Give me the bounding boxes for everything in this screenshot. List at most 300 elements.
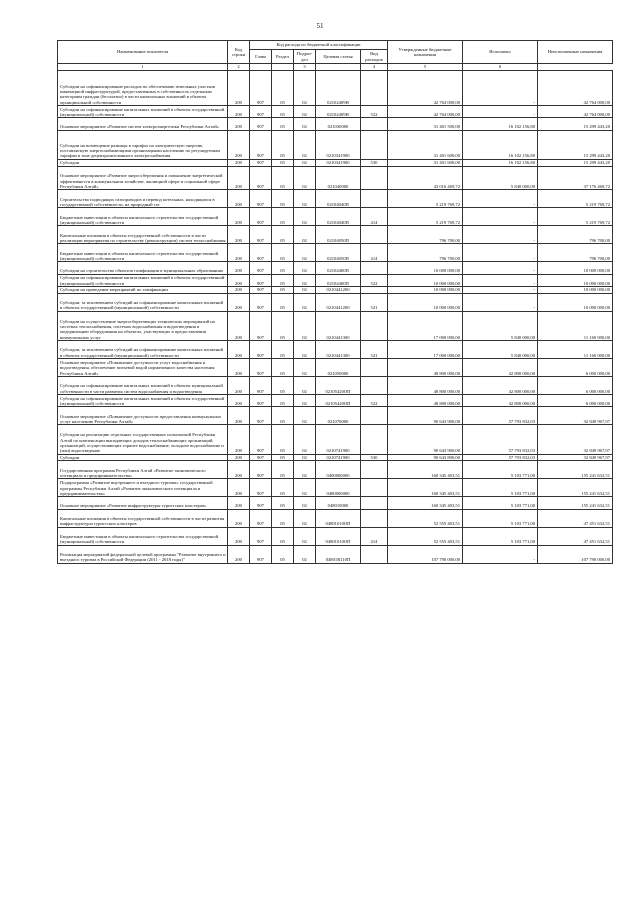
row-razdel: 05 (272, 226, 294, 244)
row-glava: 907 (250, 226, 272, 244)
row-executed: - (463, 244, 538, 262)
row-expense-type (361, 407, 388, 425)
row-expense-type: 414 (361, 244, 388, 262)
row-razdel: 05 (272, 545, 294, 563)
row-approved: 43 016 469,72 (388, 166, 463, 190)
row-unexecuted: 10 000 000,00 (538, 274, 613, 286)
row-name: Основное мероприятие «Повышение доступности предоставления коммунальных услуг населению Республики Алтай» (58, 407, 228, 425)
row-glava: 907 (250, 527, 272, 545)
row-podrazdel: 02 (294, 71, 316, 106)
row-expense-type: 521 (361, 293, 388, 311)
row-podrazdel: 02 (294, 545, 316, 563)
row-name: Бюджетные инвестиции в объекты капитального строительства государственной (муниципальной) собственности (58, 244, 228, 262)
row-target-article: 0400000000 (316, 461, 361, 479)
budget-execution-table (57, 40, 613, 564)
table-row (58, 130, 613, 159)
row-unexecuted: 6 000 000,00 (538, 358, 613, 376)
row-expense-type (361, 262, 388, 274)
row-code: 200 (228, 394, 250, 406)
row-unexecuted: 47 451 632,51 (538, 509, 613, 527)
row-executed: - (463, 226, 538, 244)
row-name: Субсидии (58, 159, 228, 166)
row-approved: 17 000 000,00 (388, 340, 463, 358)
row-unexecuted: 32 849 967,97 (538, 425, 613, 454)
row-code: 200 (228, 190, 250, 208)
row-executed: 5 840 000,00 (463, 340, 538, 358)
row-approved: 48 800 000,00 (388, 376, 463, 394)
row-razdel: 05 (272, 118, 294, 130)
row-name: Субсидии на реализацию отдельных государственных полномочий Республики Алтай по компенсации выпадающих доходов теплоснабжающих организаций, организаций, осуществляющих горячее водоснабжение, холодное водоснабжение и (или) водоотведение (58, 425, 228, 454)
row-approved: 160 345 403,51 (388, 461, 463, 479)
row-razdel: 05 (272, 244, 294, 262)
row-razdel: 05 (272, 262, 294, 274)
row-glava: 907 (250, 311, 272, 340)
row-unexecuted: 15 299 443,20 (538, 159, 613, 166)
row-target-article: 0210441300 (316, 311, 361, 340)
row-name: Бюджетные инвестиции в объекты капитального строительства государственной (муниципальной) собственности (58, 208, 228, 226)
header-line-code: Код строки (228, 41, 250, 64)
table-row (58, 286, 613, 293)
row-expense-type (361, 358, 388, 376)
row-glava: 907 (250, 293, 272, 311)
row-glava: 907 (250, 479, 272, 497)
row-target-article: 02105420ОП (316, 394, 361, 406)
table-row (58, 262, 613, 274)
col-number: 4 (361, 64, 388, 71)
row-approved: 48 800 000,00 (388, 358, 463, 376)
row-razdel: 05 (272, 130, 294, 159)
row-glava: 907 (250, 159, 272, 166)
header-podrazdel: Подраз-дел (294, 50, 316, 64)
row-podrazdel: 02 (294, 159, 316, 166)
row-target-article: 0210441300 (316, 340, 361, 358)
row-razdel: 05 (272, 407, 294, 425)
header-executed: Исполнено (463, 41, 538, 64)
row-code: 200 (228, 479, 250, 497)
row-target-article: 02104400П (316, 274, 361, 286)
row-executed: - (463, 286, 538, 293)
row-unexecuted: 15 299 443,20 (538, 118, 613, 130)
row-code: 200 (228, 407, 250, 425)
row-glava: 907 (250, 262, 272, 274)
row-glava: 907 (250, 497, 272, 509)
col-number: 1 (58, 64, 228, 71)
row-executed: 42 800 000,00 (463, 376, 538, 394)
row-unexecuted: 10 000 000,00 (538, 286, 613, 293)
row-expense-type (361, 118, 388, 130)
row-approved: 5 219 769,72 (388, 190, 463, 208)
row-name: Капитальные вложения в объекты государственной собственности в части реализации мероприятия по строительству (реконструкции) систем теплоснабжения (58, 226, 228, 244)
row-expense-type (361, 166, 388, 190)
table-row (58, 509, 613, 527)
table-row (58, 340, 613, 358)
row-unexecuted: 32 849 967,97 (538, 454, 613, 461)
row-podrazdel: 02 (294, 461, 316, 479)
row-code: 200 (228, 159, 250, 166)
row-glava: 907 (250, 358, 272, 376)
row-target-article: 0210741900 (316, 425, 361, 454)
row-razdel: 05 (272, 293, 294, 311)
row-unexecuted: 796 700,00 (538, 244, 613, 262)
row-executed: - (463, 105, 538, 117)
row-target-article: 02104040П (316, 208, 361, 226)
row-code: 200 (228, 545, 250, 563)
col-number: 6 (463, 64, 538, 71)
row-glava: 907 (250, 190, 272, 208)
row-podrazdel: 02 (294, 479, 316, 497)
row-target-article: 0210341900 (316, 159, 361, 166)
row-target-article: 04801R110П (316, 545, 361, 563)
row-glava: 907 (250, 105, 272, 117)
row-unexecuted: 10 000 000,00 (538, 262, 613, 274)
row-target-article: 048010000 (316, 497, 361, 509)
page-number: 51 (316, 22, 324, 30)
row-glava: 907 (250, 286, 272, 293)
row-approved: 160 345 403,51 (388, 497, 463, 509)
col-number: 3 (294, 64, 316, 71)
row-razdel: 05 (272, 311, 294, 340)
row-glava: 907 (250, 130, 272, 159)
table-row (58, 159, 613, 166)
row-target-article: 02104040П (316, 190, 361, 208)
row-executed: - (463, 545, 538, 563)
row-expense-type: 522 (361, 274, 388, 286)
col-number: 5 (388, 64, 463, 71)
row-razdel: 05 (272, 509, 294, 527)
table-row (58, 479, 613, 497)
row-approved: 42 764 000,00 (388, 71, 463, 106)
row-podrazdel: 02 (294, 286, 316, 293)
row-code: 200 (228, 274, 250, 286)
row-executed: 16 102 156,80 (463, 159, 538, 166)
row-razdel: 05 (272, 358, 294, 376)
row-expense-type: 414 (361, 208, 388, 226)
row-target-article: 021040000 (316, 166, 361, 190)
row-name: Субсидии, за исключением субсидий на софинансирование капитальных вложений в объекты государственной (муниципальной) собственности (58, 340, 228, 358)
row-approved: 160 345 403,51 (388, 479, 463, 497)
row-executed: - (463, 293, 538, 311)
row-expense-type (361, 130, 388, 159)
table-row (58, 407, 613, 425)
row-unexecuted: 155 241 632,51 (538, 497, 613, 509)
row-podrazdel: 02 (294, 311, 316, 340)
row-glava: 907 (250, 425, 272, 454)
table-row (58, 105, 613, 117)
row-name: Подпрограмма «Развитие внутреннего и въездного туризма» государственной программы Республики Алтай «Развитие экономического потенциала и предпринимательства» (58, 479, 228, 497)
row-unexecuted: 796 700,00 (538, 226, 613, 244)
row-approved: 52 555 403,51 (388, 527, 463, 545)
row-podrazdel: 02 (294, 407, 316, 425)
row-razdel: 05 (272, 166, 294, 190)
row-unexecuted: 15 299 443,20 (538, 130, 613, 159)
table-body (58, 71, 613, 564)
row-code: 200 (228, 105, 250, 117)
row-glava: 907 (250, 454, 272, 461)
col-number: 2 (228, 64, 250, 71)
row-podrazdel: 02 (294, 376, 316, 394)
row-name: Субсидии на возмещение разницы в тарифах на электрическую энергию, поставляемую энергоснабжающими организациями населению по регулируемым тарифам в зоне децентрализованного электроснабжения (58, 130, 228, 159)
row-code: 200 (228, 358, 250, 376)
header-unexecuted: Неисполненные назначения (538, 41, 613, 64)
row-executed: 5 840 000,00 (463, 311, 538, 340)
row-executed: 57 793 832,03 (463, 407, 538, 425)
header-name: Наименование показателя (58, 41, 228, 64)
row-executed: 57 793 832,03 (463, 454, 538, 461)
row-name: Основное мероприятие «Развитие энергосбережения и повышение энергетической эффективности в коммунальном хозяйстве, жилищной сфере и социальной сфере Республики Алтай» (58, 166, 228, 190)
table-row (58, 394, 613, 406)
row-approved: 31 401 500,00 (388, 118, 463, 130)
row-target-article: 02102409Н (316, 71, 361, 106)
row-name: Субсидии на софинансирование капитальных вложений в объекты государственной (муниципальной) собственности (58, 105, 228, 117)
row-glava: 907 (250, 166, 272, 190)
row-approved: 5 219 769,72 (388, 208, 463, 226)
header-classification: Код расхода по бюджетной классификации (250, 41, 388, 50)
row-approved: 796 700,00 (388, 226, 463, 244)
row-podrazdel: 02 (294, 509, 316, 527)
table-row (58, 244, 613, 262)
row-razdel: 05 (272, 286, 294, 293)
row-executed: 5 103 771,00 (463, 461, 538, 479)
row-expense-type: 521 (361, 340, 388, 358)
row-executed: - (463, 190, 538, 208)
row-approved: 107 790 000,00 (388, 545, 463, 563)
table-row (58, 425, 613, 454)
row-name: Субсидии на проведение мероприятий по газификации (58, 286, 228, 293)
row-target-article: 0210441200 (316, 286, 361, 293)
row-code: 200 (228, 527, 250, 545)
row-approved: 90 643 800,00 (388, 454, 463, 461)
row-expense-type (361, 190, 388, 208)
row-target-article: 0210341900 (316, 130, 361, 159)
row-approved: 52 555 403,51 (388, 509, 463, 527)
row-podrazdel: 02 (294, 340, 316, 358)
row-code: 200 (228, 166, 250, 190)
row-code: 200 (228, 130, 250, 159)
row-name: Субсидии на софинансирование капитальных вложений в объекты муниципальной собственности в части развития систем водоснабжения и водоотведения (58, 376, 228, 394)
row-glava: 907 (250, 509, 272, 527)
row-executed: 42 800 000,00 (463, 394, 538, 406)
row-razdel: 05 (272, 274, 294, 286)
row-podrazdel: 02 (294, 527, 316, 545)
row-podrazdel: 02 (294, 358, 316, 376)
row-expense-type (361, 545, 388, 563)
row-glava: 907 (250, 545, 272, 563)
col-number (272, 64, 294, 71)
table-row (58, 293, 613, 311)
row-razdel: 05 (272, 479, 294, 497)
row-name: Субсидии на софинансирование капитальных вложений в объекты государственной (муниципальной) собственности (58, 274, 228, 286)
row-code: 200 (228, 461, 250, 479)
header-expense-type: Вид расходов (361, 50, 388, 64)
row-executed: 16 102 156,80 (463, 118, 538, 130)
row-expense-type: 530 (361, 159, 388, 166)
row-expense-type: 522 (361, 394, 388, 406)
row-podrazdel: 02 (294, 105, 316, 117)
row-code: 200 (228, 376, 250, 394)
row-podrazdel: 02 (294, 394, 316, 406)
row-podrazdel: 02 (294, 425, 316, 454)
row-glava: 907 (250, 118, 272, 130)
header-approved: Утвержденные бюджетные назначения (388, 41, 463, 64)
row-code: 200 (228, 71, 250, 106)
row-name: Основное мероприятие «Повышение доступности услуг водоснабжения и водоотведения, обеспечение питьевой водой нормативного качества населения Республики Алтай» (58, 358, 228, 376)
row-target-article: 02102409Н (316, 105, 361, 117)
row-approved: 10 000 000,00 (388, 286, 463, 293)
row-executed: 57 793 832,03 (463, 425, 538, 454)
row-executed: 5 103 771,00 (463, 479, 538, 497)
row-executed: - (463, 208, 538, 226)
row-unexecuted: 6 000 000,00 (538, 394, 613, 406)
row-glava: 907 (250, 71, 272, 106)
row-name: Государственная программа Республики Алтай «Развитие экономического потенциала и предпринимательства» (58, 461, 228, 479)
row-podrazdel: 02 (294, 226, 316, 244)
row-approved: 10 000 000,00 (388, 274, 463, 286)
row-name: Реализация мероприятий федеральной целевой программы "Развитие внутреннего и въездного туризма в Российской Федерации (2011 - 2018 годы)" (58, 545, 228, 563)
row-target-article: 02104050П (316, 226, 361, 244)
row-podrazdel: 02 (294, 166, 316, 190)
row-expense-type: 522 (361, 105, 388, 117)
row-unexecuted: 47 451 632,51 (538, 527, 613, 545)
table-row (58, 208, 613, 226)
table-row (58, 545, 613, 563)
row-approved: 90 643 900,00 (388, 407, 463, 425)
row-code: 200 (228, 509, 250, 527)
row-razdel: 05 (272, 394, 294, 406)
row-target-article: 021070000 (316, 407, 361, 425)
row-expense-type (361, 479, 388, 497)
row-approved: 31 401 600,00 (388, 159, 463, 166)
header-razdel: Раздел (272, 50, 294, 64)
row-glava: 907 (250, 376, 272, 394)
row-name: Строительство подводящих газопроводов и перевод котельных, находящихся в государственной собственности, на природный газ (58, 190, 228, 208)
row-name: Основное мероприятие «Развитие инфраструктуры туристских кластеров» (58, 497, 228, 509)
row-code: 200 (228, 262, 250, 274)
row-unexecuted: 5 219 769,72 (538, 208, 613, 226)
row-code: 200 (228, 286, 250, 293)
row-unexecuted: 107 790 000,00 (538, 545, 613, 563)
row-code: 200 (228, 118, 250, 130)
header-target: Целевая статья (316, 50, 361, 64)
row-expense-type (361, 461, 388, 479)
row-glava: 907 (250, 208, 272, 226)
row-podrazdel: 02 (294, 190, 316, 208)
row-expense-type (361, 226, 388, 244)
row-razdel: 05 (272, 425, 294, 454)
row-name: Субсидии на софинансирование расходов по обеспечению земельных участков инженерной инфраструктурой, предоставленных в собственность отдельным категориям граждан (бесплатно) в части капитальных вложений в объекты муниципальной собственности (58, 71, 228, 106)
row-podrazdel: 02 (294, 262, 316, 274)
table-row (58, 461, 613, 479)
table-row (58, 376, 613, 394)
row-approved: 10 000 000,00 (388, 262, 463, 274)
row-executed: 5 103 771,00 (463, 497, 538, 509)
row-glava: 907 (250, 244, 272, 262)
table-row (58, 454, 613, 461)
row-glava: 907 (250, 394, 272, 406)
row-podrazdel: 02 (294, 118, 316, 130)
row-glava: 907 (250, 274, 272, 286)
row-razdel: 05 (272, 190, 294, 208)
row-approved: 90 643 900,00 (388, 425, 463, 454)
row-approved: 48 800 000,00 (388, 394, 463, 406)
row-unexecuted: 5 219 769,72 (538, 190, 613, 208)
row-code: 200 (228, 293, 250, 311)
row-name: Субсидии на софинансирование капитальных вложений в объекты государственной (муниципальной) собственности (58, 394, 228, 406)
row-code: 200 (228, 425, 250, 454)
row-unexecuted: 155 241 632,51 (538, 479, 613, 497)
row-glava: 907 (250, 461, 272, 479)
row-podrazdel: 02 (294, 454, 316, 461)
row-name: Бюджетные инвестиции в объекты капитального строительства государственной (муниципальной) собственности (58, 527, 228, 545)
row-code: 200 (228, 311, 250, 340)
row-podrazdel: 02 (294, 274, 316, 286)
row-expense-type (361, 376, 388, 394)
row-glava: 907 (250, 340, 272, 358)
row-razdel: 05 (272, 105, 294, 117)
row-razdel: 05 (272, 454, 294, 461)
row-podrazdel: 02 (294, 293, 316, 311)
row-code: 200 (228, 208, 250, 226)
row-razdel: 05 (272, 461, 294, 479)
table-row (58, 358, 613, 376)
row-podrazdel: 02 (294, 130, 316, 159)
row-unexecuted: 6 000 000,00 (538, 376, 613, 394)
row-name: Субсидии, за исключением субсидий на софинансирование капитальных вложений в объекты государственной (муниципальной) собственности (58, 293, 228, 311)
row-name: Основное мероприятие «Развитие систем электроэнергетики Республики Алтай» (58, 118, 228, 130)
row-executed: 5 103 771,00 (463, 509, 538, 527)
table-row (58, 497, 613, 509)
col-number (316, 64, 361, 71)
table-row (58, 71, 613, 106)
row-approved: 796 700,00 (388, 244, 463, 262)
row-razdel: 05 (272, 159, 294, 166)
row-executed: - (463, 71, 538, 106)
row-unexecuted: 10 000 000,00 (538, 293, 613, 311)
table-row (58, 118, 613, 130)
table-row (58, 274, 613, 286)
row-target-article: 0210741900 (316, 454, 361, 461)
row-glava: 907 (250, 407, 272, 425)
row-unexecuted: 42 764 000,00 (538, 105, 613, 117)
row-executed: - (463, 262, 538, 274)
row-unexecuted: 155 241 632,51 (538, 461, 613, 479)
row-expense-type: 530 (361, 454, 388, 461)
row-name: Субсидии на осуществление энергосберегающих технических мероприятий на системах теплоснабжения, системах водоснабжения и водоотведения и модернизацию оборудования на объектах, участвующих в предоставлении коммунальных услуг (58, 311, 228, 340)
row-unexecuted: 42 764 000,00 (538, 71, 613, 106)
row-target-article: 0210441200 (316, 293, 361, 311)
row-name: Субсидии (58, 454, 228, 461)
table-row (58, 166, 613, 190)
row-expense-type (361, 497, 388, 509)
row-expense-type: 414 (361, 527, 388, 545)
row-approved: 10 000 000,00 (388, 293, 463, 311)
row-executed: 42 800 000,00 (463, 358, 538, 376)
row-expense-type (361, 311, 388, 340)
row-executed: 16 102 156,80 (463, 130, 538, 159)
row-target-article: 021030000 (316, 118, 361, 130)
row-razdel: 05 (272, 340, 294, 358)
row-podrazdel: 02 (294, 497, 316, 509)
row-target-article: 021050000 (316, 358, 361, 376)
row-expense-type (361, 71, 388, 106)
row-expense-type (361, 425, 388, 454)
row-razdel: 05 (272, 376, 294, 394)
row-approved: 31 401 600,00 (388, 130, 463, 159)
row-unexecuted: 32 849 967,97 (538, 407, 613, 425)
row-code: 200 (228, 244, 250, 262)
row-unexecuted: 37 176 469,72 (538, 166, 613, 190)
row-code: 200 (228, 340, 250, 358)
row-target-article: 04801010ОП (316, 527, 361, 545)
